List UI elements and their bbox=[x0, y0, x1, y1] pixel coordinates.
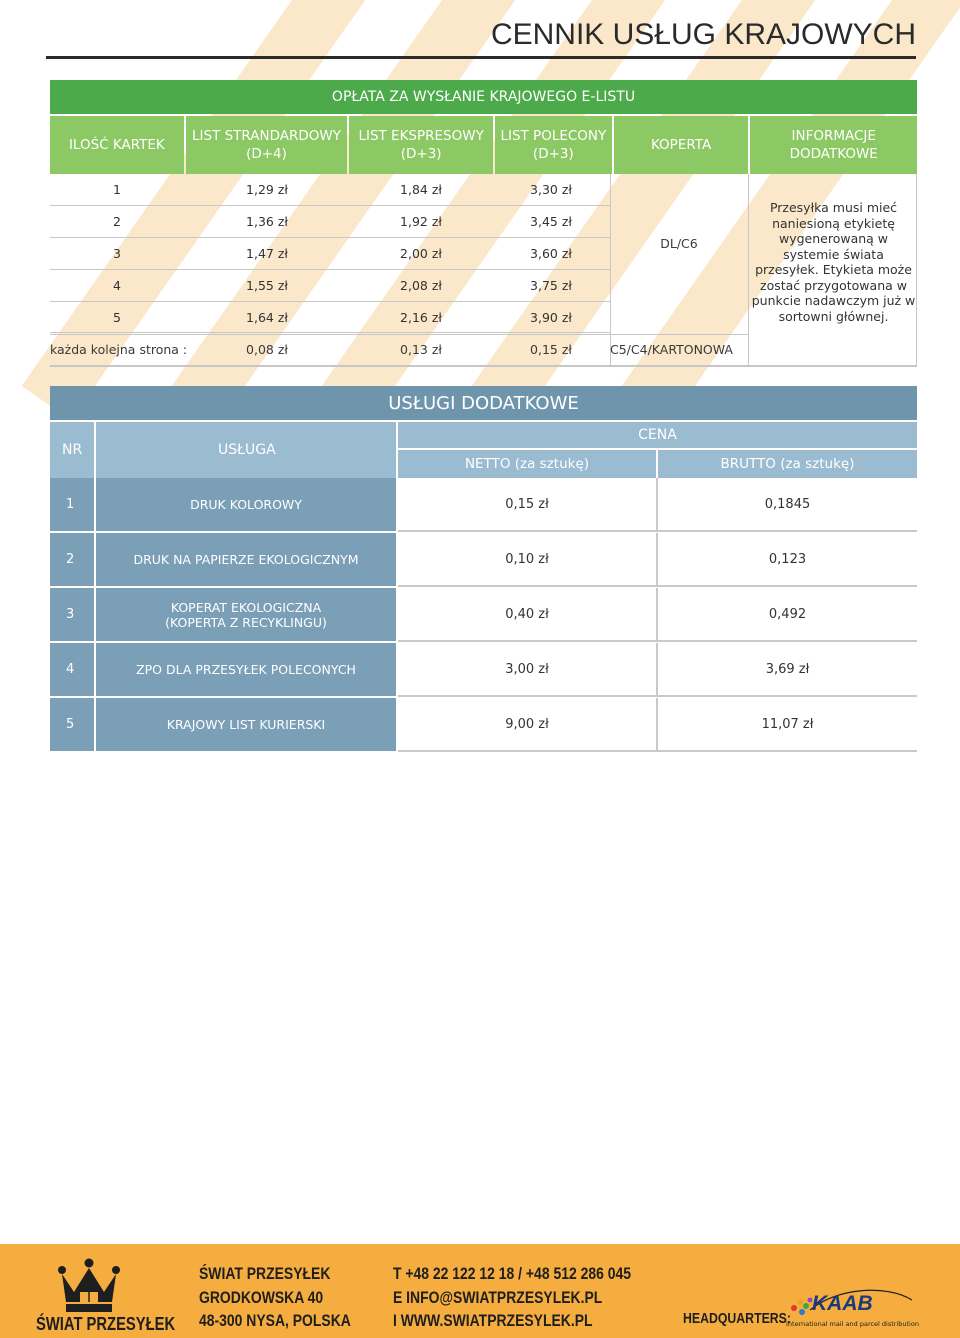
table-row bbox=[50, 206, 748, 237]
table-row bbox=[50, 302, 748, 333]
website-link[interactable]: I WWW.SWIATPRZESYLEK.PL bbox=[393, 1311, 593, 1330]
cell-service: KRAJOWY LIST KURIERSKI bbox=[96, 698, 396, 751]
table-row bbox=[50, 478, 917, 531]
col-express bbox=[349, 116, 493, 174]
price-table bbox=[50, 80, 917, 366]
envelope-dl-c6: DL/C6 bbox=[660, 236, 698, 251]
col-service: USŁUGA bbox=[96, 422, 396, 478]
col-price: CENA bbox=[398, 422, 917, 448]
cell-net: 0,15 zł bbox=[505, 497, 549, 512]
col-registered-title: LIST POLECONY bbox=[500, 128, 607, 144]
table-row bbox=[50, 643, 917, 696]
cell-standard: 1,29 zł bbox=[246, 182, 288, 197]
row-divider bbox=[50, 332, 610, 333]
cell-nr: 4 bbox=[50, 643, 94, 696]
page-title: CENNIK USŁUG KRAJOWYCH bbox=[490, 18, 916, 51]
cell-registered: 3,30 zł bbox=[530, 182, 572, 197]
partner-logo bbox=[786, 1290, 919, 1330]
services-table-columns bbox=[50, 422, 917, 478]
cell-registered: 3,45 zł bbox=[530, 214, 572, 229]
row-divider bbox=[398, 695, 917, 697]
row-divider bbox=[398, 640, 917, 642]
col-nr: NR bbox=[50, 422, 94, 478]
cell-net: 9,00 zł bbox=[505, 717, 549, 732]
crown-logo-icon bbox=[56, 1258, 122, 1314]
footer-address bbox=[199, 1262, 351, 1333]
address-line: 48-300 NYSA, POLSKA bbox=[199, 1311, 351, 1330]
cell-pages: 2 bbox=[113, 214, 121, 229]
footer-contact bbox=[393, 1262, 631, 1333]
phone-line: T +48 22 122 12 18 / +48 512 286 045 bbox=[393, 1264, 631, 1283]
table-row bbox=[50, 698, 917, 751]
row-divider bbox=[398, 530, 917, 532]
cell-extra-label: każda kolejna strona : bbox=[50, 342, 188, 357]
title-divider bbox=[46, 56, 916, 59]
column-divider bbox=[748, 174, 749, 366]
address-line: GRODKOWSKA 40 bbox=[199, 1287, 324, 1307]
cell-net: 3,00 zł bbox=[505, 662, 549, 677]
partner-name: KAAB bbox=[812, 1292, 873, 1315]
cell-pages: 1 bbox=[113, 182, 121, 197]
cell-gross: 0,123 bbox=[768, 552, 807, 567]
col-gross: BRUTTO (za sztukę) bbox=[658, 450, 917, 478]
cell-gross: 3,69 zł bbox=[765, 662, 810, 677]
services-table bbox=[50, 386, 917, 732]
col-info-sub: DODATKOWE bbox=[789, 146, 878, 162]
col-standard bbox=[186, 116, 348, 174]
col-registered bbox=[495, 116, 612, 174]
col-express-sub: (D+3) bbox=[400, 146, 442, 162]
cell-net: 0,40 zł bbox=[505, 607, 549, 622]
extra-page-row bbox=[50, 334, 748, 365]
headquarters-label: HEADQUARTERS: bbox=[683, 1310, 791, 1327]
cell-service: KOPERAT EKOLOGICZNA (KOPERTA Z RECYKLINGU) bbox=[96, 588, 396, 641]
cell-gross: 0,492 bbox=[768, 607, 807, 622]
brand-name: ŚWIAT PRZESYŁEK bbox=[36, 1314, 176, 1334]
table-bottom-rule bbox=[50, 365, 917, 367]
cell-express: 2,16 zł bbox=[400, 310, 442, 325]
row-divider bbox=[398, 585, 917, 587]
cell-extra-envelope: C5/C4/KARTONOWA bbox=[610, 342, 733, 357]
row-divider bbox=[398, 750, 917, 752]
cell-pages: 5 bbox=[113, 310, 121, 325]
col-registered-sub: (D+3) bbox=[532, 146, 574, 162]
col-net: NETTO (za sztukę) bbox=[398, 450, 656, 478]
cell-nr: 3 bbox=[50, 588, 94, 641]
table-row bbox=[50, 533, 917, 586]
email-link[interactable]: E INFO@SWIATPRZESYLEK.PL bbox=[393, 1287, 603, 1307]
table-row bbox=[50, 174, 748, 205]
cell-pages: 3 bbox=[113, 246, 121, 261]
cell-gross: 11,07 zł bbox=[761, 717, 814, 732]
cell-express: 2,00 zł bbox=[400, 246, 442, 261]
cell-standard: 1,55 zł bbox=[246, 278, 288, 293]
cell-pages: 4 bbox=[113, 278, 121, 293]
footer bbox=[0, 1244, 960, 1338]
cell-registered: 3,75 zł bbox=[530, 278, 572, 293]
cell-registered: 3,90 zł bbox=[530, 310, 572, 325]
cell-express: 2,08 zł bbox=[400, 278, 442, 293]
cell-express: 1,84 zł bbox=[400, 182, 442, 197]
table-row bbox=[50, 270, 748, 301]
address-line: ŚWIAT PRZESYŁEK bbox=[199, 1264, 331, 1283]
cell-standard: 1,64 zł bbox=[246, 310, 288, 325]
info-text: Przesyłka musi mieć naniesioną etykietę wygenerowaną w systemie świata przesyłek. Etykieta może zostać przygotowana w punkcie nadawczym już w sortowni głównej. bbox=[751, 200, 916, 324]
price-table-body bbox=[50, 174, 917, 366]
services-table-header: USŁUGI DODATKOWE bbox=[50, 386, 917, 420]
cell-nr: 2 bbox=[50, 533, 94, 586]
cell-registered: 3,60 zł bbox=[530, 246, 572, 261]
cell-express: 1,92 zł bbox=[400, 214, 442, 229]
col-express-title: LIST EKSPRESOWY bbox=[358, 128, 484, 144]
cell-extra-express: 0,13 zł bbox=[400, 342, 442, 357]
cell-service: DRUK KOLOROWY bbox=[96, 478, 396, 531]
price-table-columns bbox=[50, 116, 917, 174]
cell-extra-registered: 0,15 zł bbox=[530, 342, 572, 357]
cell-net: 0,10 zł bbox=[505, 552, 549, 567]
partner-tagline: International mail and parcel distribution bbox=[786, 1320, 919, 1328]
cell-service: ZPO DLA PRZESYŁEK POLECONYCH bbox=[96, 643, 396, 696]
col-pages: ILOŚĆ KARTEK bbox=[50, 116, 184, 174]
col-standard-title: LIST STRANDARDOWY bbox=[192, 128, 341, 144]
col-envelope: KOPERTA bbox=[614, 116, 749, 174]
cell-gross: 0,1845 bbox=[764, 497, 811, 512]
col-info bbox=[750, 116, 917, 174]
cell-nr: 1 bbox=[50, 478, 94, 531]
col-standard-sub: (D+4) bbox=[246, 146, 287, 162]
cell-service: DRUK NA PAPIERZE EKOLOGICZNYM bbox=[96, 533, 396, 586]
price-table-header: OPŁATA ZA WYSŁANIE KRAJOWEGO E-LISTU bbox=[50, 80, 917, 114]
cell-standard: 1,47 zł bbox=[246, 246, 288, 261]
cell-nr: 5 bbox=[50, 698, 94, 751]
table-row bbox=[50, 588, 917, 641]
col-info-title: INFORMACJE bbox=[791, 128, 876, 144]
cell-extra-standard: 0,08 zł bbox=[246, 342, 288, 357]
cell-standard: 1,36 zł bbox=[246, 214, 288, 229]
